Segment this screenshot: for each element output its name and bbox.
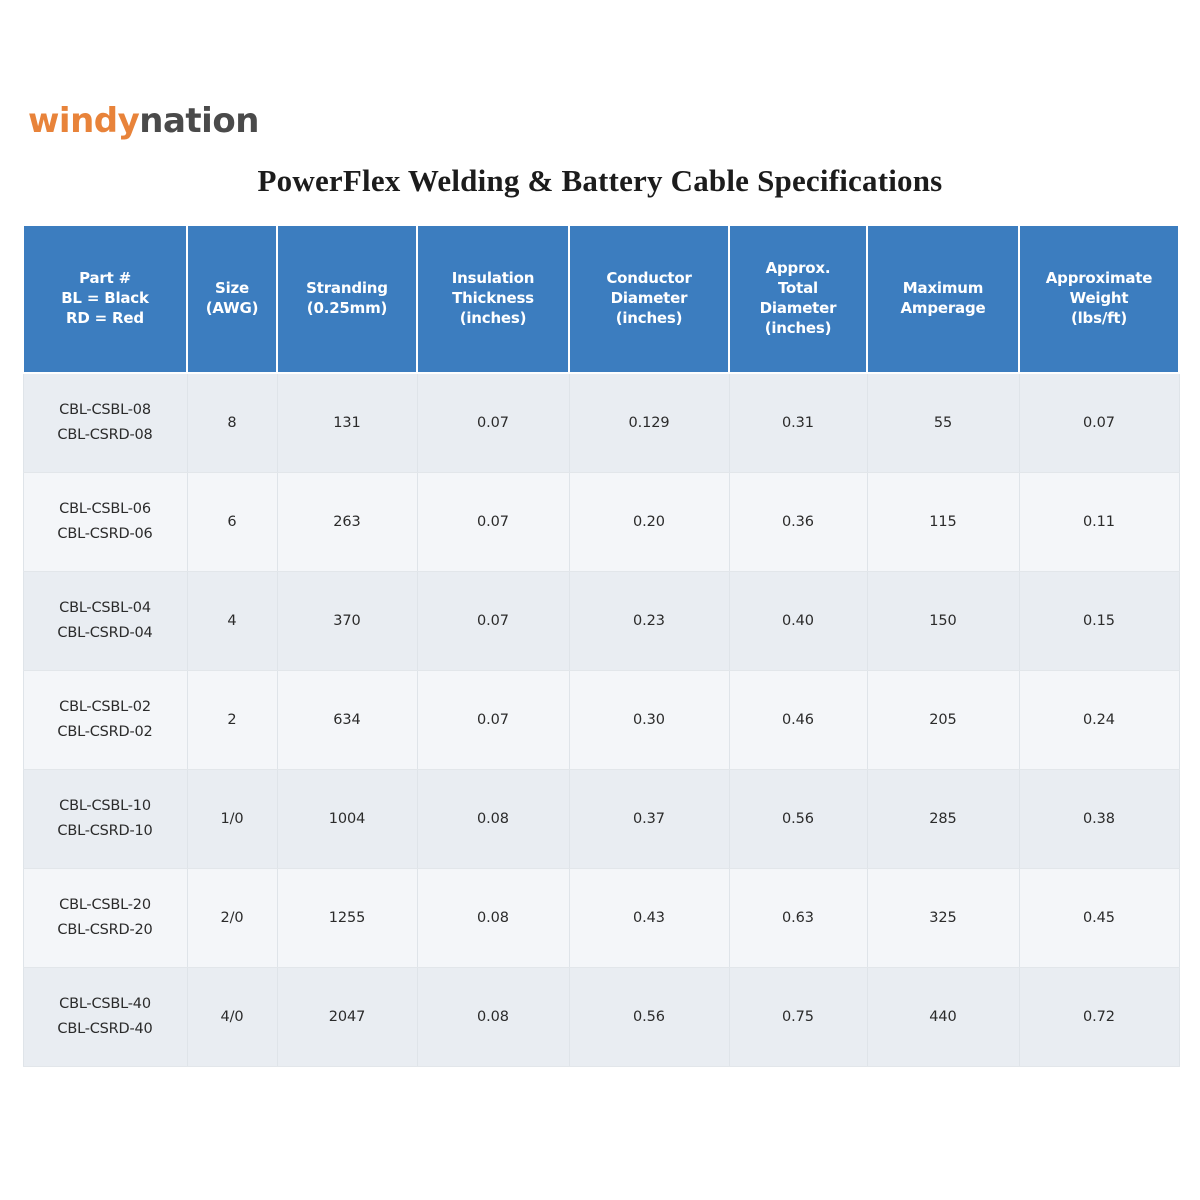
cell-conductor-diameter: 0.56 — [569, 968, 729, 1067]
cell-part-number: CBL-CSBL-06 CBL-CSRD-06 — [23, 473, 187, 572]
cell-total-diameter: 0.75 — [729, 968, 867, 1067]
column-header-size: Size (AWG) — [187, 225, 277, 373]
cell-insulation-thickness: 0.08 — [417, 869, 569, 968]
cell-insulation-thickness: 0.07 — [417, 671, 569, 770]
cell-size: 8 — [187, 373, 277, 473]
cell-weight: 0.07 — [1019, 373, 1179, 473]
cell-weight: 0.11 — [1019, 473, 1179, 572]
cell-part-number: CBL-CSBL-10 CBL-CSRD-10 — [23, 770, 187, 869]
cell-conductor-diameter: 0.129 — [569, 373, 729, 473]
cell-size: 2 — [187, 671, 277, 770]
cell-total-diameter: 0.63 — [729, 869, 867, 968]
cell-stranding: 2047 — [277, 968, 417, 1067]
cell-total-diameter: 0.31 — [729, 373, 867, 473]
cell-max-amperage: 150 — [867, 572, 1019, 671]
cell-max-amperage: 440 — [867, 968, 1019, 1067]
cell-conductor-diameter: 0.37 — [569, 770, 729, 869]
cell-max-amperage: 325 — [867, 869, 1019, 968]
cell-max-amperage: 285 — [867, 770, 1019, 869]
cell-insulation-thickness: 0.07 — [417, 473, 569, 572]
cell-part-number: CBL-CSBL-20 CBL-CSRD-20 — [23, 869, 187, 968]
page-title: PowerFlex Welding & Battery Cable Specifications — [257, 163, 943, 198]
cell-stranding: 1255 — [277, 869, 417, 968]
cell-weight: 0.24 — [1019, 671, 1179, 770]
cell-size: 4/0 — [187, 968, 277, 1067]
cell-total-diameter: 0.36 — [729, 473, 867, 572]
cell-insulation-thickness: 0.08 — [417, 770, 569, 869]
cell-stranding: 131 — [277, 373, 417, 473]
table-header — [23, 225, 1179, 373]
cell-weight: 0.15 — [1019, 572, 1179, 671]
cell-insulation-thickness: 0.07 — [417, 572, 569, 671]
cell-part-number: CBL-CSBL-04 CBL-CSRD-04 — [23, 572, 187, 671]
table-body — [23, 373, 1179, 1067]
cell-stranding: 634 — [277, 671, 417, 770]
column-header-approximate-weight: Approximate Weight (lbs/ft) — [1019, 225, 1179, 373]
table-header-row — [23, 225, 1179, 373]
cell-stranding: 370 — [277, 572, 417, 671]
cell-conductor-diameter: 0.30 — [569, 671, 729, 770]
windynation-logo — [28, 101, 259, 141]
table-row — [23, 373, 1179, 473]
column-header-part-number: Part # BL = Black RD = Red — [23, 225, 187, 373]
cell-total-diameter: 0.56 — [729, 770, 867, 869]
column-header-conductor-diameter: Conductor Diameter (inches) — [569, 225, 729, 373]
spec-table — [22, 224, 1180, 1067]
column-header-insulation-thickness: Insulation Thickness (inches) — [417, 225, 569, 373]
cell-part-number: CBL-CSBL-08 CBL-CSRD-08 — [23, 373, 187, 473]
cell-max-amperage: 205 — [867, 671, 1019, 770]
column-header-total-diameter: Approx. Total Diameter (inches) — [729, 225, 867, 373]
cell-weight: 0.38 — [1019, 770, 1179, 869]
cell-size: 6 — [187, 473, 277, 572]
cell-max-amperage: 115 — [867, 473, 1019, 572]
table-row — [23, 473, 1179, 572]
cell-size: 4 — [187, 572, 277, 671]
column-header-maximum-amperage: Maximum Amperage — [867, 225, 1019, 373]
spec-table-container — [22, 224, 1178, 1067]
cell-insulation-thickness: 0.08 — [417, 968, 569, 1067]
cell-weight: 0.45 — [1019, 869, 1179, 968]
table-row — [23, 968, 1179, 1067]
cell-total-diameter: 0.46 — [729, 671, 867, 770]
table-row — [23, 671, 1179, 770]
logo-text-windy: windy — [28, 101, 140, 141]
cell-insulation-thickness: 0.07 — [417, 373, 569, 473]
table-row — [23, 770, 1179, 869]
table-row — [23, 869, 1179, 968]
cell-stranding: 263 — [277, 473, 417, 572]
cell-max-amperage: 55 — [867, 373, 1019, 473]
column-header-stranding: Stranding (0.25mm) — [277, 225, 417, 373]
cell-size: 1/0 — [187, 770, 277, 869]
cell-conductor-diameter: 0.43 — [569, 869, 729, 968]
cell-size: 2/0 — [187, 869, 277, 968]
table-row — [23, 572, 1179, 671]
cell-part-number: CBL-CSBL-02 CBL-CSRD-02 — [23, 671, 187, 770]
logo-text-nation: nation — [139, 101, 259, 141]
cell-part-number: CBL-CSBL-40 CBL-CSRD-40 — [23, 968, 187, 1067]
cell-conductor-diameter: 0.23 — [569, 572, 729, 671]
cell-weight: 0.72 — [1019, 968, 1179, 1067]
cell-total-diameter: 0.40 — [729, 572, 867, 671]
cell-conductor-diameter: 0.20 — [569, 473, 729, 572]
cell-stranding: 1004 — [277, 770, 417, 869]
